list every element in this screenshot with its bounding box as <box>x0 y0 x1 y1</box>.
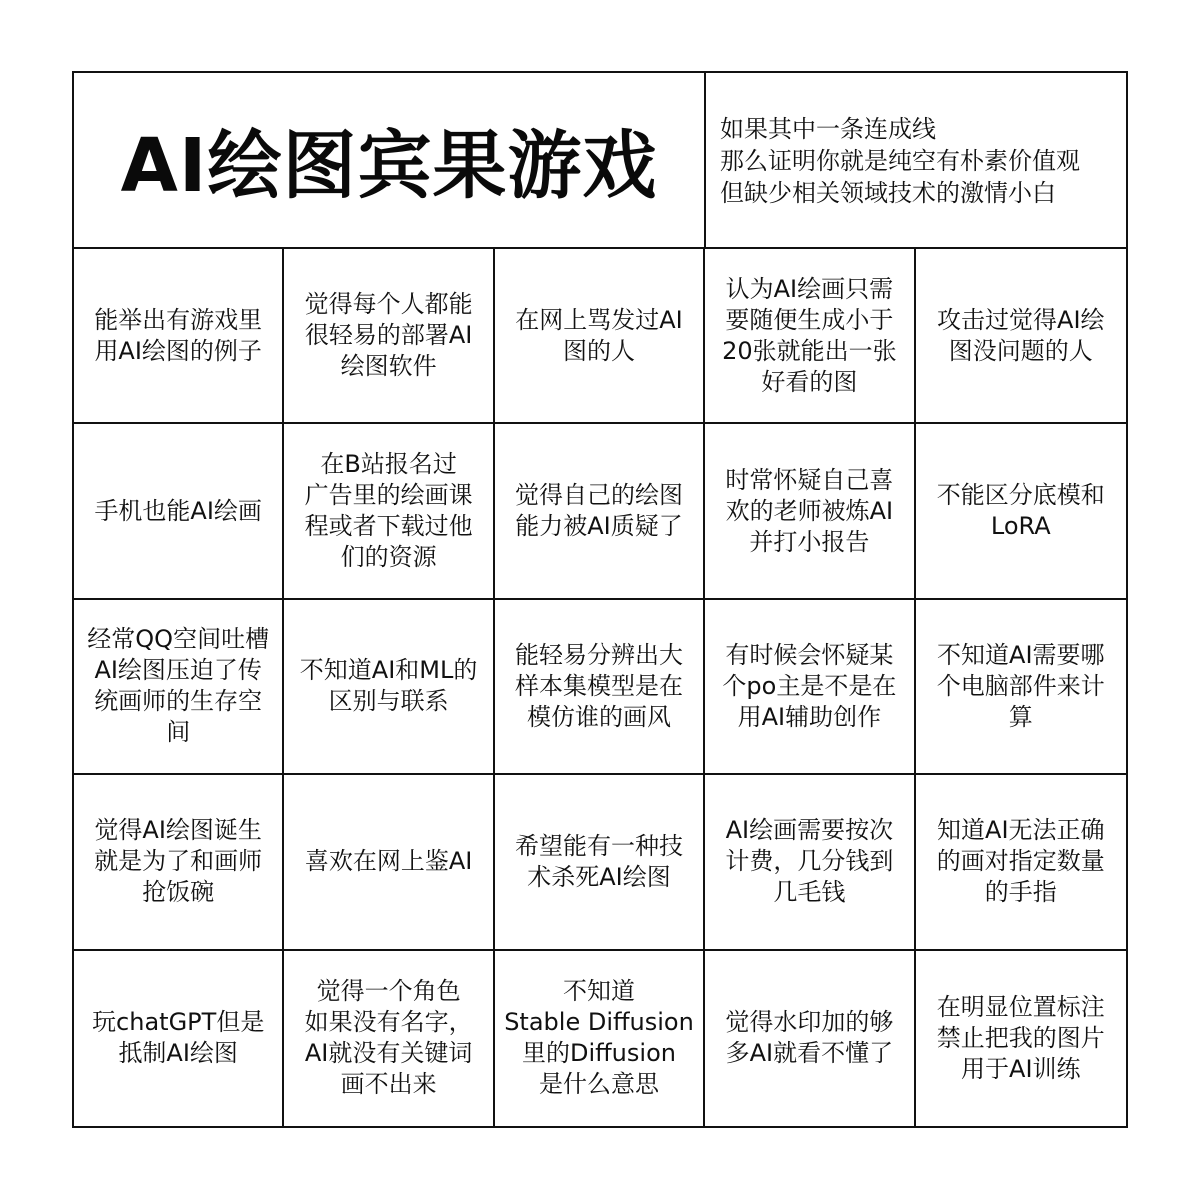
bingo-cell <box>495 951 705 1126</box>
bingo-cell-text: 不知道AI和ML的 区别与联系 <box>299 656 478 716</box>
bingo-cell-text: 觉得AI绘图诞生 就是为了和画师 抢饭碗 <box>94 816 263 907</box>
bingo-cell <box>74 775 284 950</box>
bingo-header <box>74 73 1126 249</box>
bingo-cell-text: 攻击过觉得AI绘 图没问题的人 <box>937 305 1105 365</box>
bingo-cell <box>705 249 915 424</box>
bingo-cell-text: 不知道 Stable Diffusion 里的Diffusion 是什么意思 <box>504 977 694 1099</box>
bingo-cell <box>705 775 915 950</box>
bingo-cell <box>74 600 284 775</box>
bingo-cell-text: 觉得一个角色 如果没有名字， AI就没有关键词 画不出来 <box>304 977 473 1099</box>
bingo-cell-text: 觉得自己的绘图 能力被AI质疑了 <box>514 481 683 541</box>
bingo-cell-text: AI绘画需要按次 计费，几分钱到 几毛钱 <box>725 816 894 907</box>
bingo-cell-text: 玩chatGPT但是 抵制AI绘图 <box>92 1008 265 1068</box>
bingo-cell-text: 希望能有一种技 术杀死AI绘图 <box>514 831 683 891</box>
bingo-cell-text: 不知道AI需要哪 个电脑部件来计 算 <box>936 640 1105 731</box>
page-title: AI绘图宾果游戏 <box>120 123 658 209</box>
bingo-cell-text: 不能区分底模和 LoRA <box>936 481 1105 541</box>
bingo-cell-text: 觉得水印加的够 多AI就看不懂了 <box>725 1008 894 1068</box>
bingo-cell <box>495 249 705 424</box>
bingo-cell <box>495 775 705 950</box>
bingo-cell <box>705 951 915 1126</box>
bingo-cell <box>916 424 1126 599</box>
bingo-cell <box>916 249 1126 424</box>
bingo-grid <box>74 249 1126 1126</box>
bingo-cell-text: 手机也能AI绘画 <box>94 496 262 525</box>
bingo-board <box>72 71 1128 1128</box>
bingo-cell-text: 喜欢在网上鉴AI <box>304 847 473 876</box>
bingo-cell-text: 时常怀疑自己喜 欢的老师被炼AI 并打小报告 <box>725 465 894 556</box>
rule-description: 如果其中一条连成线 那么证明你就是纯空有朴素价值观 但缺少相关领域技术的激情小白 <box>720 115 1080 207</box>
bingo-cell <box>916 775 1126 950</box>
bingo-cell-text: 认为AI绘画只需 要随便生成小于 20张就能出一张 好看的图 <box>722 274 897 396</box>
bingo-cell-text: 有时候会怀疑某 个po主是不是在 用AI辅助创作 <box>722 640 897 731</box>
bingo-cell-text: 觉得每个人都能 很轻易的部署AI 绘图软件 <box>304 290 473 381</box>
bingo-cell <box>916 600 1126 775</box>
bingo-cell <box>916 951 1126 1126</box>
bingo-cell <box>74 951 284 1126</box>
bingo-cell <box>284 424 494 599</box>
title-cell <box>74 73 706 247</box>
bingo-cell <box>705 600 915 775</box>
bingo-cell <box>74 424 284 599</box>
bingo-cell <box>284 249 494 424</box>
bingo-cell <box>74 249 284 424</box>
bingo-cell-text: 在明显位置标注 禁止把我的图片 用于AI训练 <box>936 992 1105 1083</box>
bingo-cell-text: 经常QQ空间吐槽 AI绘图压迫了传 统画师的生存空 间 <box>87 625 270 747</box>
bingo-cell-text: 知道AI无法正确 的画对指定数量 的手指 <box>936 816 1105 907</box>
bingo-cell <box>705 424 915 599</box>
bingo-cell <box>495 600 705 775</box>
bingo-cell <box>495 424 705 599</box>
bingo-cell-text: 在网上骂发过AI 图的人 <box>515 305 683 365</box>
bingo-cell-text: 能轻易分辨出大 样本集模型是在 模仿谁的画风 <box>514 640 683 731</box>
bingo-cell-text: 在B站报名过 广告里的绘画课 程或者下载过他 们的资源 <box>304 450 473 572</box>
bingo-cell <box>284 600 494 775</box>
bingo-cell-text: 能举出有游戏里 用AI绘图的例子 <box>94 305 263 365</box>
bingo-cell <box>284 775 494 950</box>
bingo-cell <box>284 951 494 1126</box>
